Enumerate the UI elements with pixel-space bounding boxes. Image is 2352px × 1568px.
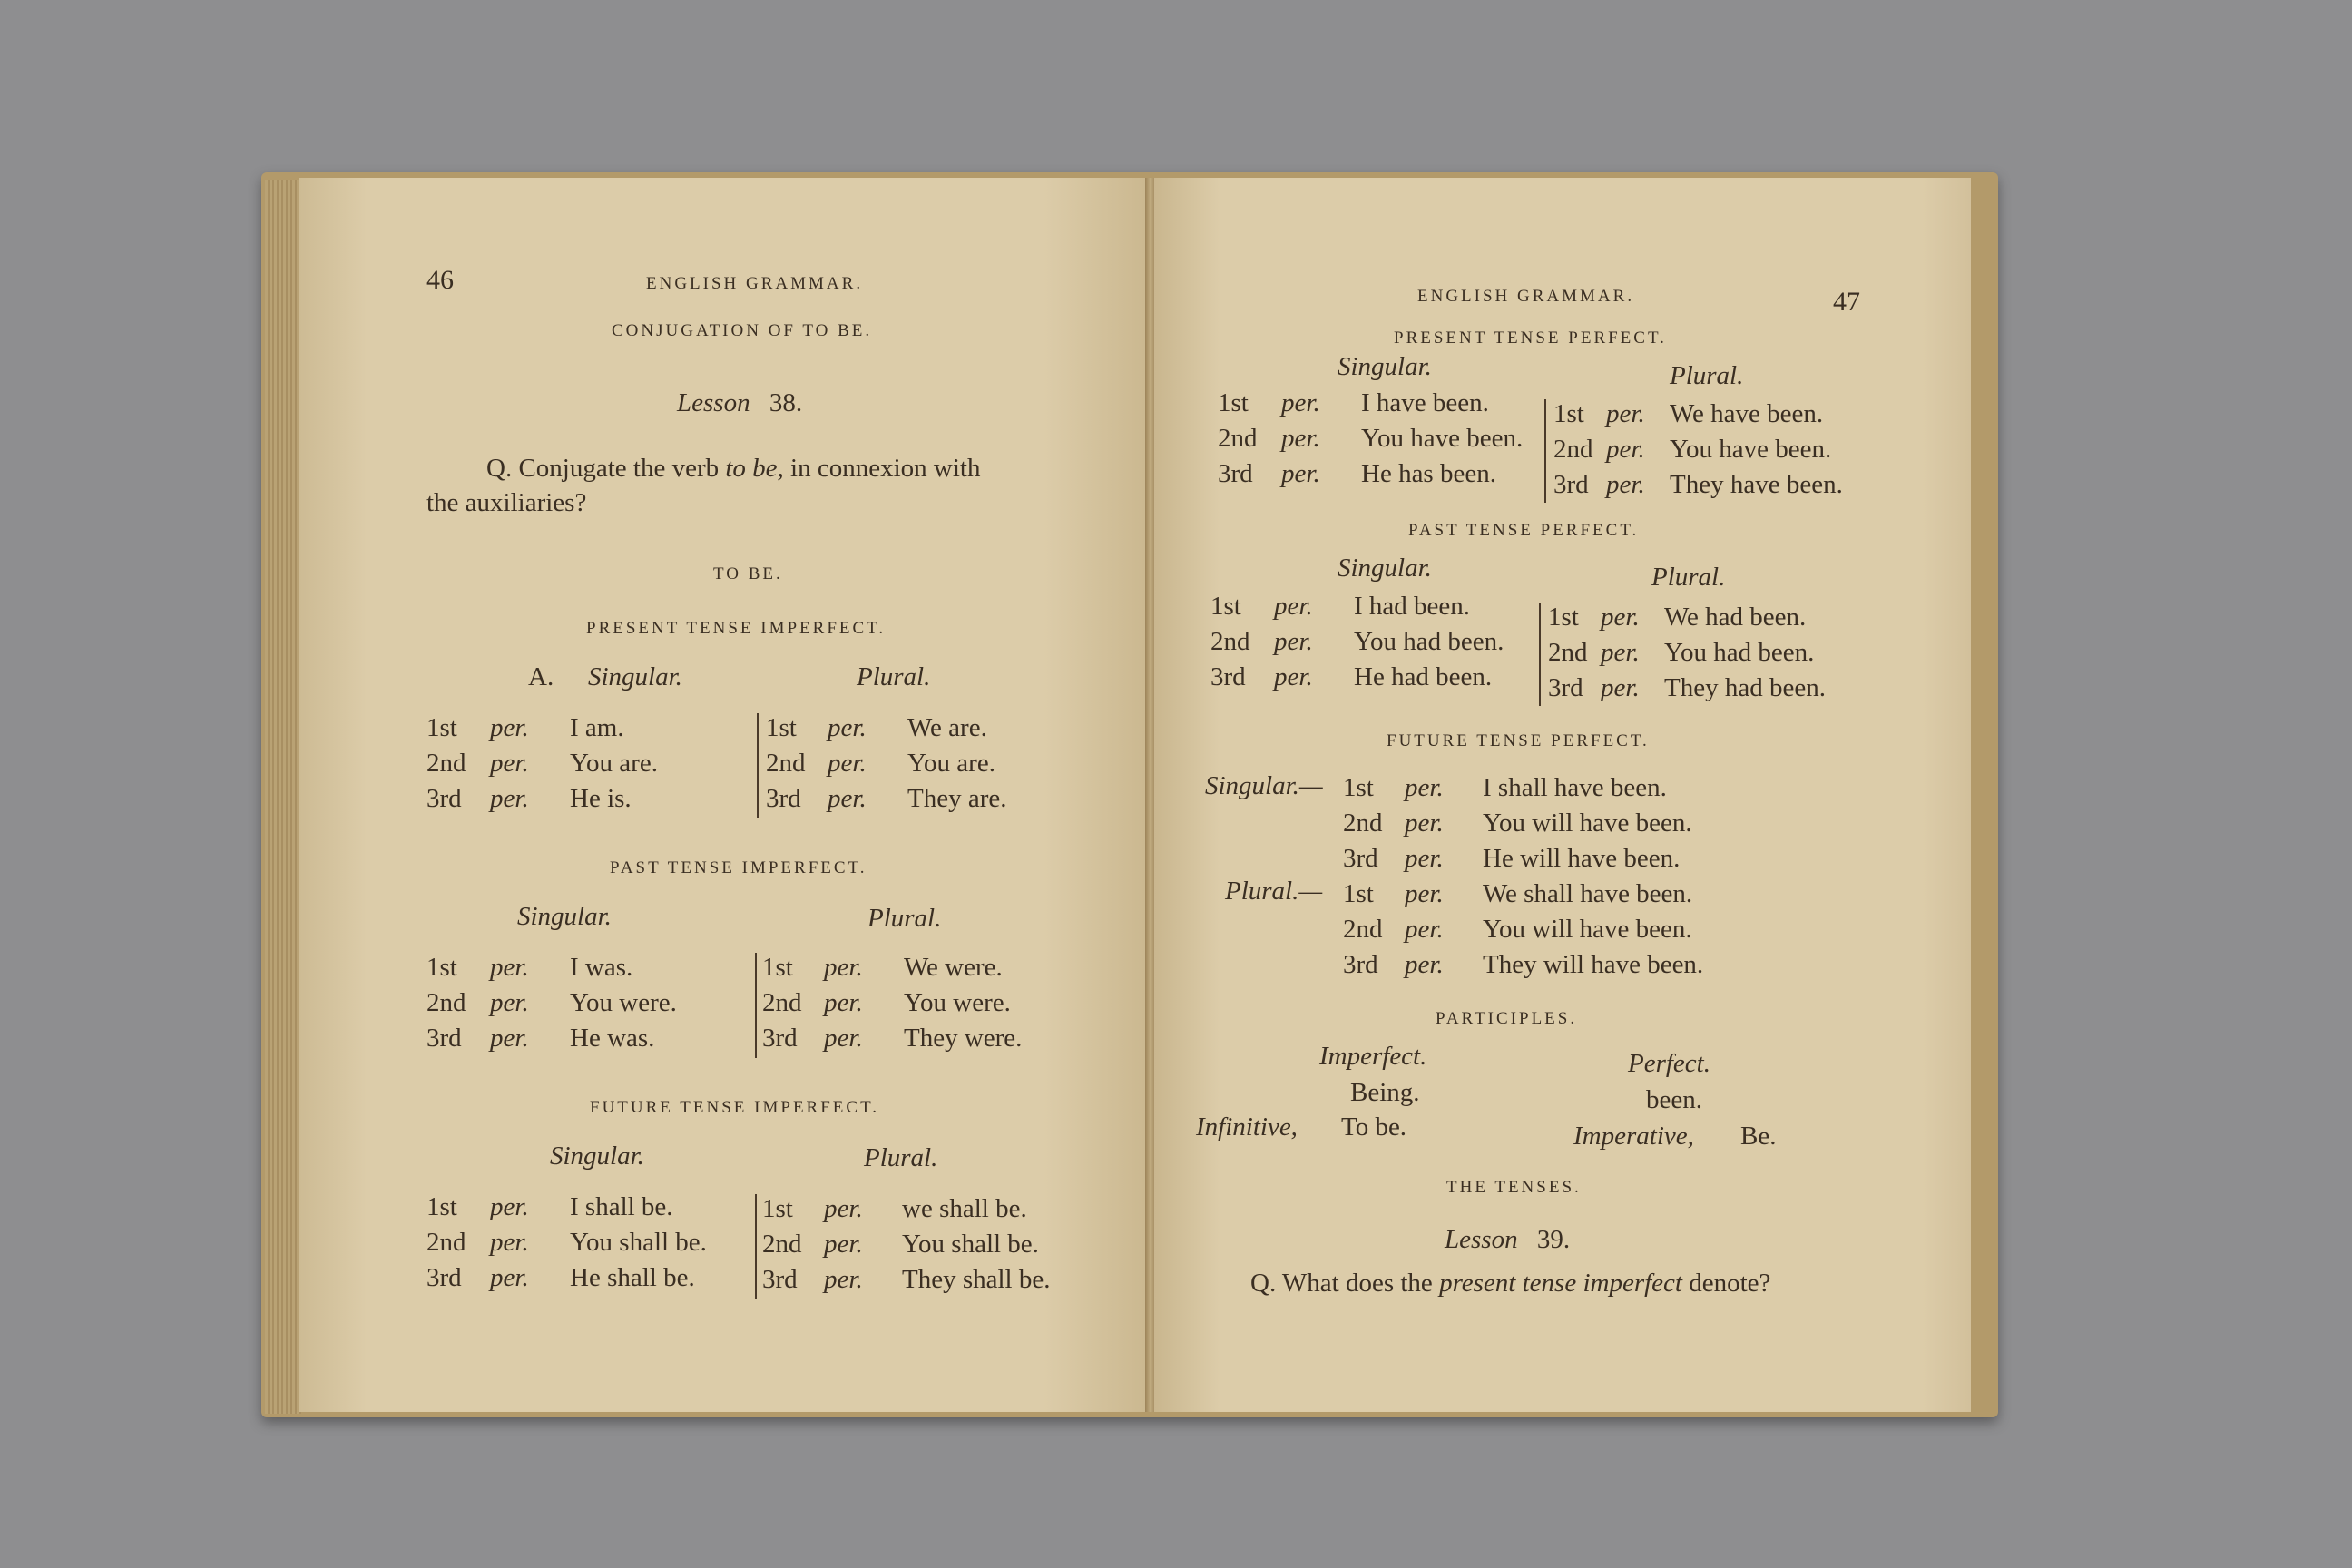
row-form: They will have been.	[1483, 950, 1704, 979]
row-num: 2nd	[1548, 638, 1588, 667]
conjugation-row	[1218, 459, 1496, 489]
conjugation-row	[766, 749, 995, 779]
row-form: He will have been.	[1483, 844, 1681, 873]
row-per: per.	[828, 713, 867, 742]
future-perfect-heading: FUTURE TENSE PERFECT.	[1387, 731, 1650, 750]
conjugation-row	[1210, 627, 1504, 657]
row-form: They shall be.	[902, 1265, 1051, 1294]
row-num: 1st	[766, 713, 797, 742]
row-num: 1st	[1343, 773, 1374, 802]
row-form: We are.	[907, 713, 987, 742]
column-divider	[1539, 603, 1541, 706]
row-num: 2nd	[1343, 808, 1383, 838]
row-form: They are.	[907, 784, 1007, 813]
question-italic: to be,	[725, 454, 784, 483]
row-num: 3rd	[762, 1265, 798, 1294]
row-per: per.	[1281, 424, 1320, 453]
pa-singular-label: Singular.	[517, 902, 612, 931]
row-per: per.	[1405, 808, 1444, 838]
conjugation-row	[1553, 399, 1823, 429]
conjugation-row	[1343, 773, 1667, 803]
to-be-heading: TO BE.	[713, 564, 783, 583]
row-per: per.	[490, 784, 529, 813]
present-perfect-heading: PRESENT TENSE PERFECT.	[1394, 328, 1667, 348]
row-num: 3rd	[1343, 844, 1378, 873]
row-per: per.	[824, 1265, 863, 1294]
row-form: They were.	[904, 1024, 1023, 1053]
present-imperfect-heading: PRESENT TENSE IMPERFECT.	[586, 619, 887, 638]
row-per: per.	[824, 953, 863, 982]
row-per: per.	[1405, 915, 1444, 944]
row-per: per.	[1281, 459, 1320, 488]
pt-singular-label: Singular.	[1338, 554, 1432, 583]
row-per: per.	[828, 784, 867, 813]
row-num: 2nd	[1210, 627, 1250, 656]
row-num: 2nd	[426, 749, 466, 778]
row-num: 2nd	[426, 1228, 466, 1257]
row-form: He was.	[570, 1024, 655, 1053]
row-num: 1st	[1210, 592, 1241, 621]
row-num: 3rd	[426, 784, 462, 813]
row-per: per.	[490, 713, 529, 742]
page-edges	[265, 180, 301, 1414]
imperative-value: Be.	[1740, 1122, 1777, 1151]
row-form: We shall have been.	[1483, 879, 1693, 908]
row-num: 2nd	[1553, 435, 1593, 464]
perfect-value: been.	[1646, 1085, 1702, 1114]
row-form: He shall be.	[570, 1263, 695, 1292]
row-per: per.	[1606, 470, 1645, 499]
row-form: You have been.	[1361, 424, 1524, 453]
row-num: 1st	[762, 1194, 793, 1223]
row-num: 1st	[1218, 388, 1249, 417]
row-per: per.	[1601, 673, 1640, 702]
conjugation-row	[426, 988, 677, 1018]
row-form: We have been.	[1670, 399, 1824, 428]
column-divider	[1544, 399, 1546, 503]
section-title: CONJUGATION OF TO BE.	[612, 321, 873, 340]
row-per: per.	[490, 1228, 529, 1257]
fu-singular-label: Singular.	[550, 1142, 644, 1171]
row-per: per.	[1606, 399, 1645, 428]
lesson-number: 38.	[769, 388, 803, 417]
row-form: You were.	[570, 988, 677, 1017]
row-per: per.	[1601, 638, 1640, 667]
lesson-38-heading	[677, 388, 802, 418]
column-divider	[755, 1194, 757, 1299]
conjugation-row	[1210, 592, 1470, 622]
conjugation-row	[1548, 673, 1826, 703]
pt-plural-label: Plural.	[1651, 563, 1726, 592]
conjugation-row	[426, 749, 658, 779]
row-form: You had been.	[1664, 638, 1815, 667]
conjugation-row	[762, 1024, 1022, 1054]
lesson-39-heading	[1445, 1225, 1570, 1255]
future-imperfect-heading: FUTURE TENSE IMPERFECT.	[590, 1098, 880, 1117]
row-per: per.	[1601, 603, 1640, 632]
tenses-heading: THE TENSES.	[1446, 1178, 1582, 1197]
past-perfect-heading: PAST TENSE PERFECT.	[1408, 521, 1640, 540]
row-form: I shall have been.	[1483, 773, 1667, 802]
conjugation-row	[1553, 435, 1831, 465]
row-form: You shall be.	[902, 1230, 1039, 1259]
row-per: per.	[1281, 388, 1320, 417]
row-per: per.	[490, 1192, 529, 1221]
row-num: 3rd	[1548, 673, 1583, 702]
row-per: per.	[1405, 879, 1444, 908]
conjugation-row	[1343, 950, 1703, 980]
column-divider	[757, 713, 759, 818]
row-per: per.	[824, 988, 863, 1017]
row-num: 3rd	[426, 1024, 462, 1053]
conjugation-row	[766, 713, 987, 743]
row-num: 3rd	[1218, 459, 1253, 488]
row-num: 3rd	[1343, 950, 1378, 979]
question-text-post: denote?	[1681, 1269, 1771, 1298]
conjugation-row	[426, 1263, 695, 1293]
pp-plural-label: Plural.	[1670, 361, 1744, 390]
row-form: They had been.	[1664, 673, 1826, 702]
question-text: Q. Conjugate the verb	[486, 454, 726, 483]
imperative-label: Imperative,	[1573, 1122, 1694, 1151]
row-per: per.	[824, 1194, 863, 1223]
row-form: I shall be.	[570, 1192, 673, 1221]
conjugation-row	[1218, 424, 1523, 454]
fp-singular-label: Singular.—	[1205, 771, 1323, 800]
conjugation-row	[1343, 915, 1692, 945]
conjugation-row	[1548, 638, 1814, 668]
row-form: You have been.	[1670, 435, 1832, 464]
row-form: They have been.	[1670, 470, 1843, 499]
right-running-head: ENGLISH GRAMMAR.	[1417, 287, 1635, 306]
row-per: per.	[1274, 627, 1313, 656]
row-num: 3rd	[1210, 662, 1246, 691]
row-form: I am.	[570, 713, 624, 742]
conjugation-row	[762, 988, 1011, 1018]
row-per: per.	[490, 1263, 529, 1292]
lesson-word: Lesson	[677, 388, 750, 417]
conjugation-row	[1210, 662, 1492, 692]
conjugation-row	[1548, 603, 1806, 632]
conjugation-row	[426, 1192, 673, 1222]
row-num: 1st	[426, 1192, 457, 1221]
column-divider	[755, 953, 757, 1058]
question-text-post: in connexion with	[783, 454, 981, 483]
row-per: per.	[490, 1024, 529, 1053]
row-form: He is.	[570, 784, 632, 813]
row-form: You are.	[907, 749, 995, 778]
pa-plural-label: Plural.	[867, 904, 942, 933]
past-imperfect-heading: PAST TENSE IMPERFECT.	[610, 858, 867, 877]
row-num: 1st	[1343, 879, 1374, 908]
question-38-line1	[486, 454, 980, 484]
row-form: You were.	[904, 988, 1011, 1017]
row-num: 1st	[1553, 399, 1584, 428]
row-num: 2nd	[762, 988, 802, 1017]
conjugation-row	[1343, 808, 1692, 838]
row-form: I was.	[570, 953, 633, 982]
conjugation-row	[1343, 844, 1680, 874]
row-per: per.	[1274, 592, 1313, 621]
row-per: per.	[1405, 844, 1444, 873]
row-num: 3rd	[762, 1024, 798, 1053]
row-num: 1st	[1548, 603, 1579, 632]
conjugation-row	[1553, 470, 1843, 500]
row-form: I have been.	[1361, 388, 1489, 417]
perfect-label: Perfect.	[1628, 1049, 1710, 1078]
conjugation-row	[426, 784, 632, 814]
row-per: per.	[1405, 773, 1444, 802]
imperfect-value: Being.	[1350, 1078, 1420, 1107]
row-form: we shall be.	[902, 1194, 1027, 1223]
pp-singular-label: Singular.	[1338, 352, 1432, 381]
infinitive-value: To be.	[1341, 1112, 1407, 1142]
conjugation-row	[426, 1228, 707, 1258]
row-form: He had been.	[1354, 662, 1493, 691]
conjugation-row	[1218, 388, 1489, 418]
row-num: 3rd	[766, 784, 801, 813]
marker-a: A.	[528, 662, 554, 691]
conjugation-row	[426, 713, 624, 743]
row-per: per.	[1405, 950, 1444, 979]
row-form: You will have been.	[1483, 915, 1692, 944]
row-per: per.	[828, 749, 867, 778]
lesson-number: 39.	[1536, 1225, 1571, 1254]
row-per: per.	[490, 749, 529, 778]
row-form: He has been.	[1361, 459, 1496, 488]
row-form: We had been.	[1664, 603, 1807, 632]
row-form: You are.	[570, 749, 658, 778]
row-per: per.	[824, 1024, 863, 1053]
fp-plural-label: Plural.—	[1225, 877, 1323, 906]
conjugation-row	[762, 1265, 1050, 1295]
row-num: 1st	[762, 953, 793, 982]
question-39	[1250, 1269, 1770, 1298]
left-running-head: ENGLISH GRAMMAR.	[646, 274, 864, 293]
row-per: per.	[490, 953, 529, 982]
conjugation-row	[766, 784, 1007, 814]
row-num: 1st	[426, 713, 457, 742]
row-per: per.	[490, 988, 529, 1017]
pi-plural-label: Plural.	[857, 662, 931, 691]
row-form: You had been.	[1354, 627, 1504, 656]
row-num: 2nd	[1218, 424, 1258, 453]
row-num: 1st	[426, 953, 457, 982]
conjugation-row	[762, 953, 1003, 983]
conjugation-row	[426, 953, 632, 983]
right-page-number: 47	[1833, 287, 1860, 317]
row-per: per.	[1606, 435, 1645, 464]
row-num: 2nd	[1343, 915, 1383, 944]
row-per: per.	[1274, 662, 1313, 691]
conjugation-row	[426, 1024, 654, 1054]
infinitive-label: Infinitive,	[1196, 1112, 1298, 1142]
row-num: 2nd	[766, 749, 806, 778]
pi-singular-label: Singular.	[588, 662, 682, 691]
row-num: 3rd	[426, 1263, 462, 1292]
row-form: I had been.	[1354, 592, 1471, 621]
row-form: You will have been.	[1483, 808, 1692, 838]
question-text: Q. What does the	[1250, 1269, 1440, 1298]
fu-plural-label: Plural.	[864, 1143, 938, 1172]
row-form: We were.	[904, 953, 1003, 982]
conjugation-row	[762, 1194, 1027, 1224]
left-page-number: 46	[426, 265, 454, 295]
lesson-word: Lesson	[1445, 1225, 1518, 1254]
question-38-line2: the auxiliaries?	[426, 488, 587, 517]
imperfect-label: Imperfect.	[1319, 1042, 1427, 1071]
row-num: 2nd	[762, 1230, 802, 1259]
conjugation-row	[1343, 879, 1692, 909]
conjugation-row	[762, 1230, 1039, 1259]
row-num: 3rd	[1553, 470, 1589, 499]
participles-heading: PARTICIPLES.	[1436, 1009, 1578, 1028]
row-num: 2nd	[426, 988, 466, 1017]
row-per: per.	[824, 1230, 863, 1259]
question-italic: present tense imperfect	[1439, 1269, 1682, 1298]
row-form: You shall be.	[570, 1228, 707, 1257]
